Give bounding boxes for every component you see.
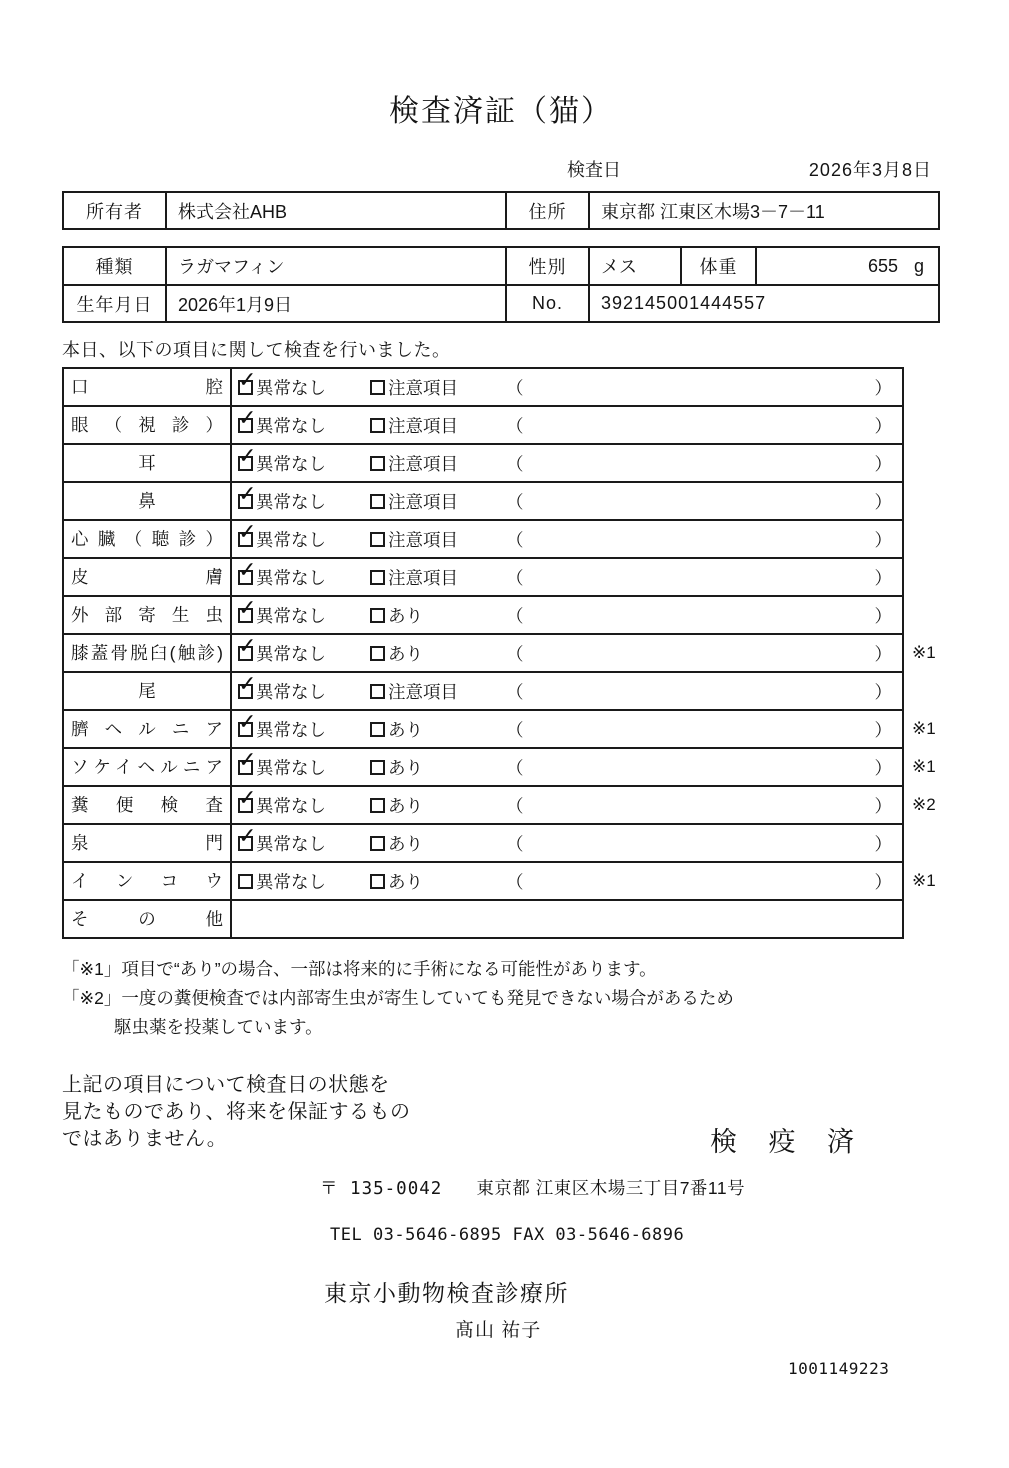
inspection-row: [62, 519, 952, 559]
no-abnormality-label: 異常なし: [256, 567, 326, 588]
attention-label: あり: [388, 757, 423, 778]
no-abnormality-label: 異常なし: [256, 833, 326, 854]
weight-label: 体重: [680, 248, 755, 284]
no-label: No.: [505, 284, 588, 321]
page-title: 検査済証（猫）: [389, 95, 613, 128]
inspection-row: [62, 595, 952, 635]
tel-fax: TEL 03-5646-6895 FAX 03-5646-6896: [330, 1225, 685, 1245]
inspection-item-label: 外部寄生虫: [64, 597, 232, 633]
quarantine-stamp: 検 疫 済: [710, 1127, 867, 1157]
inspection-row: [62, 405, 952, 445]
footnote-mark: ※1: [912, 643, 936, 662]
remarks-paren-open: （: [506, 567, 524, 588]
attention-checkbox: [370, 570, 385, 585]
attention-label: あり: [388, 833, 423, 854]
inspection-row: [62, 747, 952, 787]
footer-section: [62, 1072, 940, 1378]
inspection-row-box: [62, 671, 904, 711]
no-abnormality-checkbox: [238, 556, 257, 585]
inspection-item-body: [232, 708, 902, 747]
inspection-row: [62, 443, 952, 483]
address-value: 東京都 江東区木場3－7－11: [588, 193, 938, 228]
inspection-row-box: [62, 443, 904, 483]
remarks-paren-close: ）: [874, 681, 892, 702]
remarks-paren-open: （: [506, 453, 524, 474]
attention-label: 注意項目: [388, 567, 458, 588]
footnote-2-continued: 駆虫薬を投薬しています。: [114, 1017, 323, 1037]
footnote-mark: ※1: [912, 757, 936, 776]
clinic-address-row: [320, 1175, 940, 1200]
attention-label: あり: [388, 643, 423, 664]
attention-checkbox: [370, 418, 385, 433]
no-abnormality-label: 異常なし: [256, 491, 326, 512]
check-mark-icon: ✓: [238, 784, 257, 810]
inspection-intro: 本日、以下の項目に関して検査を行いました。: [62, 340, 451, 360]
inspection-item-body: [232, 632, 902, 671]
remarks-paren-close: ）: [874, 643, 892, 664]
no-abnormality-label: 異常なし: [256, 643, 326, 664]
inspection-item-label: 膝蓋骨脱臼(触診): [64, 635, 232, 671]
check-mark-icon: ✓: [238, 518, 257, 544]
no-abnormality-checkbox: [238, 746, 257, 775]
attention-label: 注意項目: [388, 377, 458, 398]
inspection-row-box: [62, 405, 904, 445]
inspection-row-box: [62, 823, 904, 863]
attention-checkbox: [370, 760, 385, 775]
clinic-address: 東京都 江東区木場三丁目7番11号: [476, 1178, 746, 1198]
remarks-paren-close: ）: [874, 377, 892, 398]
check-mark-icon: ✓: [238, 632, 257, 658]
attention-checkbox: [370, 684, 385, 699]
inspection-item-body: [232, 670, 902, 709]
inspection-item-label: インコウ: [64, 863, 232, 899]
inspection-item-body: [232, 556, 902, 595]
remarks-paren-open: （: [506, 643, 524, 664]
remarks-paren-open: （: [506, 681, 524, 702]
no-abnormality-label: 異常なし: [256, 681, 326, 702]
remarks-paren-close: ）: [874, 795, 892, 816]
remarks-paren-close: ）: [874, 833, 892, 854]
no-abnormality-checkbox: [238, 366, 257, 395]
no-abnormality-checkbox: [238, 518, 257, 547]
remarks-paren-open: （: [506, 871, 524, 892]
inspection-item-body: [232, 366, 902, 405]
postal-code: 〒 135-0042: [320, 1179, 443, 1199]
inspection-row-box: [62, 519, 904, 559]
inspection-row-box: [62, 595, 904, 635]
remarks-paren-close: ）: [874, 757, 892, 778]
attention-label: あり: [388, 795, 423, 816]
remarks-paren-close: ）: [874, 719, 892, 740]
inspection-item-label: 尾: [64, 673, 232, 709]
inspection-item-body: [232, 480, 902, 519]
no-abnormality-label: 異常なし: [256, 795, 326, 816]
no-abnormality-checkbox: [238, 822, 257, 851]
inspection-row: [62, 709, 952, 749]
attention-checkbox: [370, 608, 385, 623]
remarks-paren-close: ）: [874, 567, 892, 588]
check-mark-icon: ✓: [238, 556, 257, 582]
inspection-item-body: [232, 594, 902, 633]
check-mark-icon: ✓: [238, 366, 257, 392]
remarks-paren-close: ）: [874, 453, 892, 474]
inspection-item-label: 糞便検査: [64, 787, 232, 823]
remarks-paren-open: （: [506, 605, 524, 626]
owner-table: [62, 191, 940, 230]
check-mark-icon: ✓: [238, 822, 257, 848]
inspection-row: [62, 785, 952, 825]
inspection-item-label: 鼻: [64, 483, 232, 519]
no-abnormality-label: 異常なし: [256, 871, 326, 892]
inspection-date-value: 2026年3月8日: [808, 160, 932, 180]
inspection-item-label: 皮膚: [64, 559, 232, 595]
no-abnormality-checkbox: [238, 784, 257, 813]
attention-checkbox: [370, 456, 385, 471]
inspection-table: [62, 367, 952, 939]
no-abnormality-label: 異常なし: [256, 529, 326, 550]
attention-checkbox: [370, 380, 385, 395]
inspection-row-box: [62, 747, 904, 787]
owner-label: 所有者: [86, 201, 143, 222]
check-mark-icon: ✓: [238, 670, 257, 696]
weight-value: [755, 248, 938, 284]
no-abnormality-checkbox: [238, 480, 257, 509]
footnote-1: 「※1」項目で“あり”の場合、一部は将来的に手術になる可能性があります。: [62, 959, 657, 979]
footnote-mark: ※1: [912, 719, 936, 738]
inspection-item-label: 泉門: [64, 825, 232, 861]
check-mark-icon: ✓: [238, 708, 257, 734]
attention-label: あり: [388, 719, 423, 740]
remarks-paren-close: ）: [874, 415, 892, 436]
no-abnormality-checkbox: [238, 874, 253, 889]
attention-checkbox: [370, 722, 385, 737]
sex-value: メス: [588, 248, 680, 284]
inspection-row: [62, 481, 952, 521]
remarks-paren-open: （: [506, 795, 524, 816]
remarks-paren-close: ）: [874, 491, 892, 512]
inspection-date-label: 検査日: [567, 160, 621, 180]
inspection-item-body: [232, 784, 902, 823]
inspection-row: [62, 861, 952, 901]
inspection-row: [62, 671, 952, 711]
remarks-paren-open: （: [506, 415, 524, 436]
remarks-paren-open: （: [506, 529, 524, 550]
check-mark-icon: ✓: [238, 594, 257, 620]
inspection-date-row: [62, 156, 940, 182]
no-abnormality-checkbox: [238, 404, 257, 433]
check-mark-icon: ✓: [238, 404, 257, 430]
remarks-paren-close: ）: [874, 529, 892, 550]
footnote-2: 「※2」一度の糞便検査では内部寄生虫が寄生していても発見できない場合があるため: [62, 988, 734, 1008]
no-abnormality-label: 異常なし: [256, 605, 326, 626]
attention-label: 注意項目: [388, 529, 458, 550]
attention-checkbox: [370, 798, 385, 813]
footnote-mark: ※1: [912, 871, 936, 890]
remarks-paren-open: （: [506, 377, 524, 398]
owner-value: 株式会社AHB: [165, 193, 505, 228]
inspection-row-box: [62, 861, 904, 901]
disclaimer-line-3: ではありません。: [62, 1128, 228, 1150]
remarks-paren-open: （: [506, 833, 524, 854]
no-abnormality-label: 異常なし: [256, 377, 326, 398]
footnote-mark: ※2: [912, 795, 936, 814]
serial-number: 1001149223: [788, 1359, 890, 1378]
birthdate-label: 生年月日: [64, 284, 165, 321]
check-mark-icon: ✓: [238, 442, 257, 468]
attention-label: あり: [388, 605, 423, 626]
attention-checkbox: [370, 874, 385, 889]
disclaimer-line-2: 見たものであり、将来を保証するもの: [62, 1101, 411, 1123]
remarks-paren-open: （: [506, 757, 524, 778]
inspection-row-box: [62, 709, 904, 749]
inspection-item-body: [232, 442, 902, 481]
inspection-item-label: その他: [64, 901, 232, 937]
inspection-item-body: [232, 404, 902, 443]
inspection-row-box: [62, 557, 904, 597]
no-abnormality-checkbox: [238, 708, 257, 737]
breed-value: ラガマフィン: [165, 248, 505, 284]
weight-unit: g: [913, 255, 924, 276]
no-abnormality-checkbox: [238, 442, 257, 471]
inspection-row: [62, 557, 952, 597]
inspection-row-box: [62, 481, 904, 521]
pet-table: [62, 246, 940, 323]
inspection-item-body: [232, 518, 902, 557]
remarks-paren-close: ）: [874, 605, 892, 626]
inspection-row-box: [62, 633, 904, 673]
inspection-item-body: [232, 746, 902, 785]
birthdate-value: 2026年1月9日: [165, 284, 505, 321]
attention-label: 注意項目: [388, 453, 458, 474]
attention-checkbox: [370, 494, 385, 509]
check-mark-icon: ✓: [238, 480, 257, 506]
remarks-paren-open: （: [506, 719, 524, 740]
attention-checkbox: [370, 646, 385, 661]
remarks-paren-close: ）: [874, 871, 892, 892]
inspection-item-body: [232, 822, 902, 861]
attention-checkbox: [370, 532, 385, 547]
address-label: 住所: [505, 193, 588, 228]
disclaimer-line-1: 上記の項目について検査日の状態を: [62, 1074, 390, 1096]
attention-checkbox: [370, 836, 385, 851]
attention-label: あり: [388, 871, 423, 892]
inspection-item-label: 心臓（聴診）: [64, 521, 232, 557]
inspection-row: [62, 633, 952, 673]
inspection-item-body: [232, 863, 902, 899]
attention-label: 注意項目: [388, 415, 458, 436]
no-abnormality-checkbox: [238, 632, 257, 661]
inspection-item-label: ソケイヘルニア: [64, 749, 232, 785]
inspection-item-label: 耳: [64, 445, 232, 481]
clinic-name: 東京小動物検査診療所: [324, 1280, 569, 1306]
inspection-item-label: 臍ヘルニア: [64, 711, 232, 747]
inspection-item-label: 眼（視診）: [64, 407, 232, 443]
weight-number: 655: [867, 255, 898, 276]
inspection-item-body: [232, 901, 902, 937]
no-value: 392145001444557: [588, 284, 938, 321]
sex-label: 性別: [505, 248, 588, 284]
no-abnormality-label: 異常なし: [256, 415, 326, 436]
inspection-row-box: [62, 367, 904, 407]
inspection-row: [62, 899, 952, 939]
attention-label: 注意項目: [388, 491, 458, 512]
no-abnormality-label: 異常なし: [256, 453, 326, 474]
footnotes: [62, 955, 940, 1042]
no-abnormality-checkbox: [238, 594, 257, 623]
check-mark-icon: ✓: [238, 746, 257, 772]
remarks-paren-open: （: [506, 491, 524, 512]
no-abnormality-label: 異常なし: [256, 719, 326, 740]
veterinarian-name: 髙山 祐子: [455, 1320, 542, 1341]
inspection-row-box: [62, 899, 904, 939]
inspection-row: [62, 823, 952, 863]
breed-label: 種類: [95, 257, 134, 277]
inspection-row: [62, 367, 952, 407]
no-abnormality-label: 異常なし: [256, 757, 326, 778]
no-abnormality-checkbox: [238, 670, 257, 699]
inspection-item-label: 口腔: [64, 369, 232, 405]
inspection-row-box: [62, 785, 904, 825]
attention-label: 注意項目: [388, 681, 458, 702]
